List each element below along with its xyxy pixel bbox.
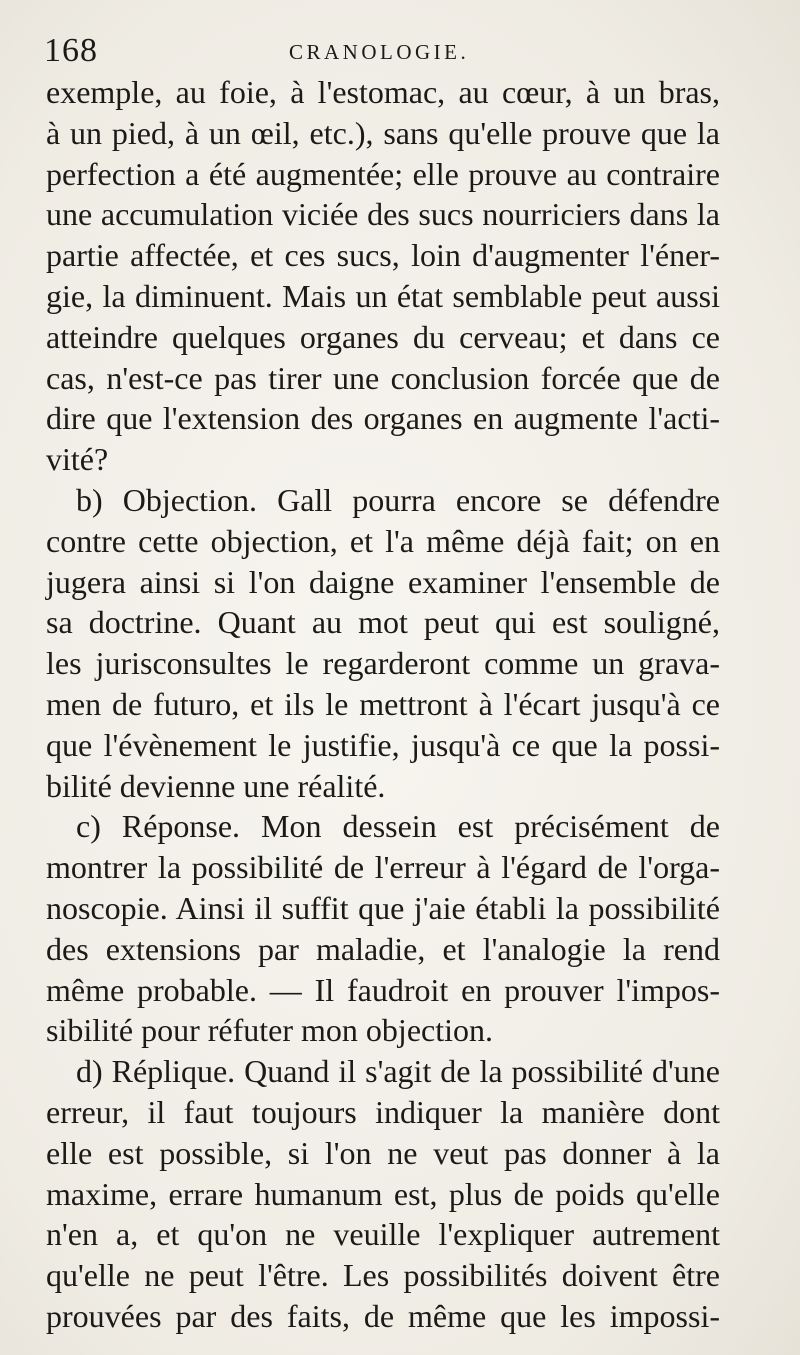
text-line: qu'elle ne peut l'être. Les possibilités doivent être: [46, 1257, 720, 1294]
text-line: b) Objection. Gall pourra encore se défendre: [76, 481, 720, 518]
text-line: contre cette objection, et l'a même déjà fait; on en: [46, 522, 720, 559]
text-line: une accumulation viciée des sucs nourriciers dans la: [46, 196, 720, 233]
text-line: c) Réponse. Mon dessein est précisément de: [76, 808, 720, 845]
text-line: jugera ainsi si l'on daigne examiner l'ensemble de: [46, 563, 720, 600]
page-header: [44, 32, 744, 72]
text-line: même probable. — Il faudroit en prouver l'impos-: [46, 971, 720, 1008]
text-line: sa doctrine. Quant au mot peut qui est souligné,: [46, 604, 720, 641]
body-text: [46, 72, 720, 1337]
text-line: perfection a été augmentée; elle prouve au contraire: [46, 155, 720, 192]
text-line: n'en a, et qu'on ne veuille l'expliquer autrement: [46, 1216, 720, 1253]
text-line: sibilité pour réfuter mon objection.: [46, 1012, 493, 1049]
text-line: prouvées par des faits, de même que les impossi-: [46, 1297, 720, 1334]
text-line: exemple, au foie, à l'estomac, au cœur, à un bras,: [46, 74, 720, 110]
text-line: atteindre quelques organes du cerveau; et dans ce: [46, 318, 720, 355]
text-line: des extensions par maladie, et l'analogie la rend: [46, 930, 720, 967]
text-line: à un pied, à un œil, etc.), sans qu'elle prouve que la: [46, 114, 720, 151]
text-line: elle est possible, si l'on ne veut pas donner à la: [46, 1134, 720, 1171]
text-line: bilité devienne une réalité.: [46, 767, 386, 804]
text-line: men de futuro, et ils le mettront à l'écart jusqu'à ce: [46, 685, 720, 722]
page-number: 168: [44, 32, 98, 69]
text-line: vité?: [46, 441, 109, 478]
running-head: CRANOLOGIE.: [289, 40, 470, 64]
text-line: dire que l'extension des organes en augmente l'acti-: [46, 400, 720, 437]
text-line: montrer la possibilité de l'erreur à l'égard de l'orga-: [46, 849, 720, 886]
text-line: gie, la diminuent. Mais un état semblable peut aussi: [46, 277, 720, 314]
text-line: que l'évènement le justifie, jusqu'à ce que la possi-: [46, 726, 720, 763]
text-line: les jurisconsultes le regarderont comme un grava-: [46, 645, 720, 682]
text-line: partie affectée, et ces sucs, loin d'augmenter l'éner-: [46, 237, 720, 274]
text-line: erreur, il faut toujours indiquer la manière dont: [46, 1093, 720, 1130]
text-line: maxime, errare humanum est, plus de poids qu'elle: [46, 1175, 720, 1212]
text-line: d) Réplique. Quand il s'agit de la possibilité d'une: [76, 1053, 720, 1090]
text-line: cas, n'est-ce pas tirer une conclusion forcée que de: [46, 359, 720, 396]
text-line: noscopie. Ainsi il suffit que j'aie établi la possibilité: [46, 889, 720, 926]
